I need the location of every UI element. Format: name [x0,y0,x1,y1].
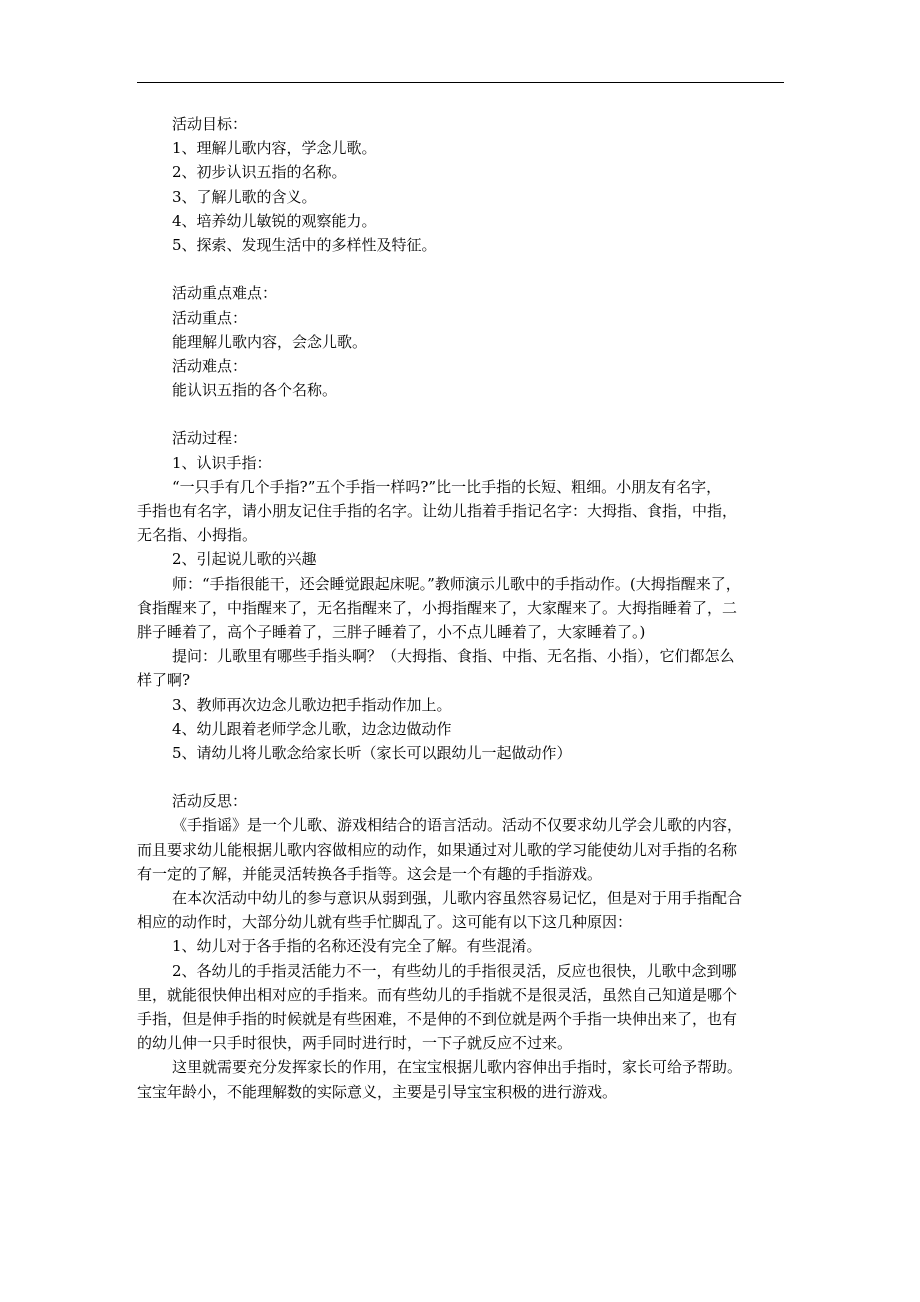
header-rule [137,82,784,83]
reflection-line: 相应的动作时，大部分幼儿就有些手忙脚乱了。这可能有以下这几种原因： [137,913,633,932]
reflection-line: 这里就需要充分发挥家长的作用，在宝宝根据儿歌内容伸出手指时，家长可给予帮助。 [172,1058,743,1077]
document-body [137,112,792,1104]
process-step: 5、请幼儿将儿歌念给家长听（家长可以跟幼儿一起做动作） [172,743,572,762]
process-step: 3、教师再次边念儿歌边把手指动作加上。 [172,695,452,714]
reflection-reason: 2、各幼儿的手指灵活能力不一，有些幼儿的手指很灵活，反应也很快，儿歌中念到哪 [172,961,737,980]
step2-line: 师：“手指很能干，还会睡觉跟起床呢。”教师演示儿歌中的手指动作。(大拇指醒来了， [172,574,741,593]
section-gap [137,402,792,426]
objective-item: 4、培养幼儿敏锐的观察能力。 [172,211,377,230]
step1-line: 无名指、小拇指。 [137,526,258,545]
step2-line: 胖子睡着了，高个子睡着了，三胖子睡着了，小不点儿睡着了，大家睡着了。) [137,622,646,641]
reflection-reason: 手指，但是伸手指的时候就是有些困难，不是伸的不到位就是两个手指一块伸出来了，也有 [137,1009,738,1028]
process-heading: 活动过程： [172,429,248,448]
step1-title: 1、认识手指： [172,453,272,472]
reflection-line: 有一定的了解，并能灵活转换各手指等。这会是一个有趣的手指游戏。 [137,864,603,883]
reflection-reason: 的幼儿伸一只手时很快，两手同时进行时，一下子就反应不过来。 [137,1034,573,1053]
objective-item: 5、探索、发现生活中的多样性及特征。 [172,235,437,254]
question-line: 提问：儿歌里有哪些手指头啊？（大拇指、食指、中指、无名指、小指），它们都怎么 [172,647,735,666]
question-line: 样了啊? [137,671,191,690]
objective-item: 1、理解儿歌内容，学念儿歌。 [172,139,377,158]
objective-item: 3、了解儿歌的含义。 [172,187,317,206]
objectives-heading: 活动目标： [172,115,248,133]
step1-line: 手指也有名字，请小朋友记住手指的名字。让幼儿指着手指记名字：大拇指、食指，中指， [137,502,738,520]
key-points-heading: 活动重点难点： [172,284,278,303]
reflection-line: 在本次活动中幼儿的参与意识从弱到强，儿歌内容虽然容易记忆，但是对于用手指配合 [172,889,743,907]
difficulty-label: 活动难点： [172,356,248,375]
step1-line: “一只手有几个手指?”五个手指一样吗?”比一比手指的长短、粗细。小朋友有名字， [172,477,722,496]
reflection-line: 宝宝年龄小，不能理解数的实际意义，主要是引导宝宝积极的进行游戏。 [137,1082,618,1101]
difficulty-text: 能认识五指的各个名称。 [172,381,338,400]
reflection-reason: 里，就能很快伸出相对应的手指来。而有些幼儿的手指就不是很灵活，虽然自己知道是哪个 [137,985,738,1004]
reflection-reason: 1、幼儿对于各手指的名称还没有完全了解。有些混淆。 [172,937,542,956]
step2-title: 2、引起说儿歌的兴趣 [172,550,317,569]
focus-label: 活动重点： [172,308,248,327]
reflection-heading: 活动反思： [172,792,248,811]
reflection-line: 《手指谣》是一个儿歌、游戏相结合的语言活动。活动不仅要求幼儿学会儿歌的内容， [172,816,743,835]
focus-text: 能理解儿歌内容，会念儿歌。 [172,332,368,351]
process-step: 4、幼儿跟着老师学念儿歌，边念边做动作 [172,719,452,738]
step2-line: 食指醒来了，中指醒来了，无名指醒来了，小拇指醒来了，大家醒来了。大拇指睡着了，二 [137,598,738,617]
reflection-line: 而且要求幼儿能根据儿歌内容做相应的动作，如果通过对儿歌的学习能使幼儿对手指的名称 [137,840,738,859]
section-gap [137,257,792,281]
objective-item: 2、初步认识五指的名称。 [172,163,347,182]
section-gap [137,765,792,789]
